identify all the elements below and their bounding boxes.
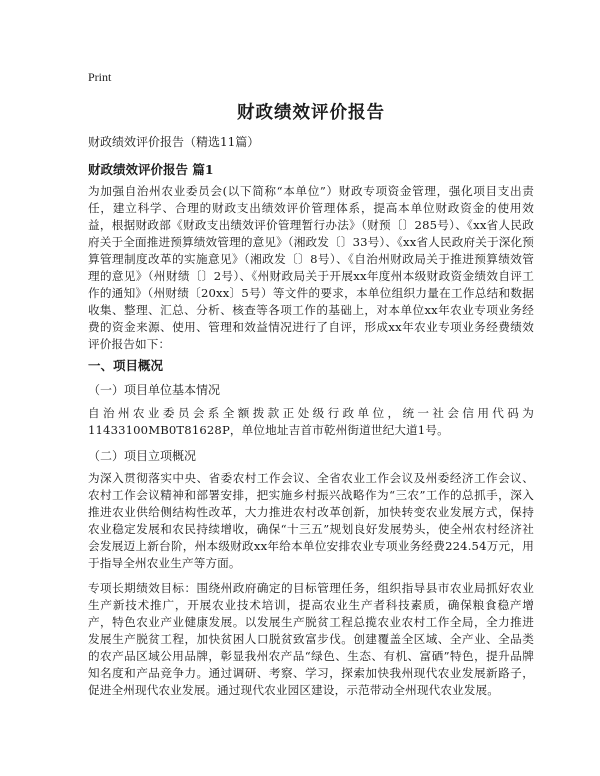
print-link[interactable]: Print [88,70,112,84]
heading-unit-info: （一）项目单位基本情况 [88,383,221,397]
document-title: 财政绩效评价报告 [237,103,385,123]
heading-project-setup: （二）项目立项概况 [88,449,197,463]
goals-paragraph: 专项长期绩效目标：围绕州政府确定的目标管理任务，组织指导县市农业局抓好农业生产新技术推广，开展农业技术培训，提高农业生产者科技素质，确保粮食稳产增产，特色农业产业健康发展。以发展生产脱贫工程总揽农业农村工作全局，全力推进发展生产脱贫工程，加快贫困人口脱贫致富步伐。创建覆盖全区域、全产业、全品类的农产品区域公用品牌，彰显我州农产品“绿色、生态、有机、富硒”特色，提升品牌知名度和产品竞争力。通过调研、考察、学习，探索加快我州现代农业发展新路子，促进全州现代农业发展。通过现代农业园区建设，示范带动全州现代农业发展。 [88,581,534,697]
unit-info-paragraph: 自治州农业委员会系全额拨款正处级行政单位，统一社会信用代码为11433100MB0T81628P，单位地址吉首市乾州街道世纪大道1号。 [88,406,534,437]
document-subtitle: 财政绩效评价报告（精选11篇） [88,135,260,149]
section-heading: 财政绩效评价报告 篇1 [88,162,214,177]
intro-paragraph: 为加强自治州农业委员会(以下简称“本单位”）财政专项资金管理，强化项目支出责任，建立科学、合理的财政支出绩效评价管理体系，提高本单位财政资金的使用效益，根据财政部《财政支出绩效评价管理暂行办法》（财预〔〕285号）、《xx省人民政府关于全面推进预算绩效管理的意见》（湘政发〔〕33号）、《xx省人民政府关于深化预算管理制度改革的实施意见》（湘政发〔〕8号）、《自治州财政局关于推进预算绩效管理的意见》（州财绩〔〕2号）、《州财政局关于开展xx年度州本级财政资金绩效自评工作的通知》（州财绩〔20xx〕5号）等文件的要求，本单位组织力量在工作总结和数据收集、整理、汇总、分析、核查等各项工作的基础上，对本单位xx年农业专项业务经费的资金来源、使用、管理和效益情况进行了自评，形成xx年农业专项业务经费绩效评价报告如下： [88,184,534,351]
heading-project-overview: 一、项目概况 [88,358,164,373]
project-setup-paragraph: 为深入贯彻落实中央、省委农村工作会议、全省农业工作会议及州委经济工作会议、农村工作会议精神和部署安排，把实施乡村振兴战略作为“三农”工作的总抓手，深入推进农业供给侧结构性改革，大力推进农村改革创新，加快转变农业发展方式，保持农业稳定发展和农民持续增收，确保“十三五”规划良好发展势头，使全州农村经济社会发展迈上新台阶，州本级财政xx年给本单位安排农业专项业务经费224.54万元，用于指导全州农业生产等方面。 [88,471,534,570]
